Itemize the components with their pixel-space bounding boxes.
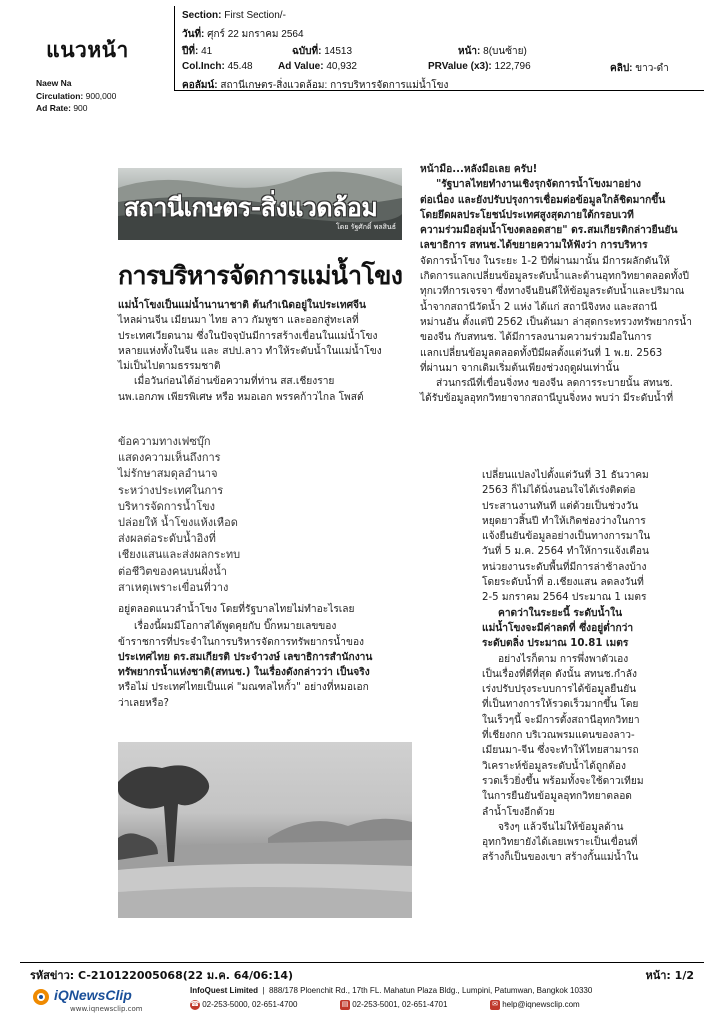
column-banner [118,168,402,240]
text-line: ประเทศเวียดนาม ซึ่งในปัจจุบันมีการสร้างเขื่อนในแม่น้ำโขง [118,330,378,342]
text-line: หยุดยาวสิ้นปี ทำให้เกิดช่องว่างในการ [482,515,646,527]
paragraph [482,468,708,606]
text-line: 2-5 มกราคม 2564 ประมาณ 1 เมตร [482,592,647,604]
text-line: ทุกเวทีการเจรจา ซึ่งทางจีนยินดีให้ข้อมูลระดับน้ำและปริมาณ [420,286,685,298]
text-line: 2563 ก็ไม่ได้นิ่งนอนใจได้เร่งติดต่อ [482,485,636,497]
column-info: คอลัมน์: สถานีเกษตร-สิ่งแวดล้อม: การบริหารจัดการแม่น้ำโขง [182,80,449,91]
text-line: สร้างก็เป็นของเขา สร้างกั้นแม่น้ำใน [482,852,639,864]
masthead-name: Naew Na [36,78,72,88]
text-line: ไม่เป็นไปตามธรรมชาติ [118,361,221,373]
text-line: หม่านอัน ตั้งแต่ปี 2562 เป็นต้นมา ล่าสุดกระทรวงทรัพยากรน้ำ [420,316,692,328]
text-line: หน่วยงานระดับพื้นที่มีการล่าช้าลงบ้าง [482,561,647,573]
pull-quote [118,434,268,596]
banner-title: สถานีเกษตร-สิ่งแวดล้อม [124,193,378,222]
email-icon: ✉ [490,1000,500,1010]
pull-line: แสดงความเห็นถึงการ [118,451,221,465]
text-line: วิเคราะห์ข้อมูลระดับน้ำได้ถูกต้อง [482,760,626,772]
iqnewsclip-brand: iQNewsClip [54,987,132,1003]
text-line: ทรัพยากรน้ำแห่งชาติ(สทนช.) ในเรื่องดังกล่าวว่า เป็นจริง [118,667,370,679]
text-line: ความร่วมมือลุ่มน้ำโขงตลอดสาย" ดร.สมเกียรติกล่าวยืนยัน [420,225,678,237]
text-line: ระดับตลิ่ง ประมาณ 10.81 เมตร [482,638,629,650]
newspaper-logo: แนวหน้า [46,38,129,62]
company-address: InfoQuest Limited | 888/178 Ploenchit Rd., 17th FL. Mahatun Plaza Bldg., Lumpini, Patumwan, Bangkok 10330 [190,986,593,995]
text-line: จัดการน้ำโขง ในระยะ 1-2 ปีที่ผ่านมานั้น มีการผลักดันให้ [420,255,670,267]
text-line: เรื่องนี้ผมมีโอกาสได้พูดคุยกับ บิ๊กหมายเลขของ [134,621,337,633]
text-line: ในการยืนยันข้อมูลอุทกวิทยาตลอด [482,791,632,803]
fax: ▤ 02-253-5001, 02-651-4701 [341,1000,448,1010]
text-line: จริงๆ แล้วจีนไม่ให้ข้อมูลด้าน [498,821,624,833]
ad-value-info: Ad Value: 40,932 [278,61,357,72]
phone-icon: ☎ [190,1001,200,1008]
paragraph [420,177,708,376]
text-line: หลายแห่งทั้งในจีน และ สปป.ลาว ทำให้ระดับน้ำในแม่น้ำโขง [118,345,382,357]
text-line: ไหลผ่านจีน เมียนมา ไทย ลาว กัมพูชา และออกสู่ทะเลที่ [118,315,359,327]
pull-line: ไม่รักษาสมดุลอำนาจ [118,467,218,481]
text-line: รวดเร็วยิ่งขึ้น พร้อมทั้งจะใช้ดาวเทียม [482,775,644,787]
text-line: ที่เป็นทางการให้รวดเร็วมากขึ้น โดย [482,699,639,711]
phone: ☎ 02-253-5000, 02-651-4700 [190,1000,298,1010]
text-line: แลกเปลี่ยนข้อมูลตลอดทั้งปีมีผลตั้งแต่วันที่ 1 พ.ย. 2563 [420,347,663,359]
text-line: ต่อเนื่อง และยังปรับปรุงการเชื่อมต่อข้อมูลใกล้ชิดมากขึ้น [420,194,666,206]
issue-info: ฉบับที่: 14513 [292,46,353,57]
river-photo [118,742,412,918]
text-line: โดยระดับน้ำที่ อ.เชียงแสน ลดลงวันที่ [482,577,644,589]
text-line: นพ.เอกภพ เพียรพิเศษ หรือ หมอเอก พรรคก้าวไกล โพสต์ [118,391,364,403]
paragraph [482,652,708,820]
paragraph [118,298,414,374]
text-line: ที่เชียงกก บริเวณพรมแดนของลาว- [482,730,635,742]
text-line: หน้ามือ...หลังมือเลย ครับ! [420,164,538,175]
text-line: อุทกวิทยายังได้เลยเพราะเป็นเขื่อนที่ [482,837,638,849]
text-line: วันที่ 5 ม.ค. 2564 ทำให้การแจ้งเตือน [482,546,649,558]
text-line: ที่ผ่านมา จากเดิมเริ่มต้นเพียงช่วงฤดูฝนเท่านั้น [420,362,620,374]
paragraph [118,619,414,711]
text-line: ว่าเลยหรือ? [118,697,169,709]
text-line: เลขาธิการ สทนช.ได้ขยายความให้ฟังว่า การบริหาร [420,240,648,252]
section-info: Section: First Section/- [182,10,286,21]
paragraph [118,602,414,617]
text-line: ประสานงานทันที แต่ด้วยเป็นช่วงวัน [482,500,639,512]
banner-author: โดย รัฐศักดิ์ พลสินธ์ [336,223,396,231]
text-line: ลำน้ำโขงอีกด้วย [482,806,555,818]
email: ✉ help@iqnewsclip.com [490,1000,580,1010]
text-line: เมียนมา-จีน ซึ่งจะทำให้ไทยสามารถ [482,745,639,757]
text-line: เกิดการแลกเปลี่ยนข้อมูลระดับน้ำและด้านอุทกวิทยาตลอดทั้งปี [420,271,689,283]
text-line: เปลี่ยนแปลงไปตั้งแต่วันที่ 31 ธันวาคม [482,470,649,481]
text-line: ของจีน กับสทนช. ได้มีการลงนามความร่วมมือในการ [420,332,652,344]
pull-line: สาเหตุเพราะเขื่อนที่วาง [118,580,229,594]
text-line: คาดว่าในระยะนี้ ระดับน้ำใน [498,607,623,619]
page-info: หน้า: 8(บนซ้าย) [458,46,527,57]
pull-line: ข้อความทางเฟซบุ๊ก [118,435,211,448]
news-code: รหัสข่าว: C-210122005068(22 ม.ค. 64/06:14) [30,969,294,982]
footer-rule [20,962,704,963]
paragraph [482,820,708,866]
text-line: หรือไม่ ประเทศไทยเป็นแค่ "มณฑลไหกั้ว" อย่างที่หมอเอก [118,682,369,694]
ad-rate: Ad Rate: 900 [36,103,88,113]
pull-line: ปล่อยให้ น้ำโขงแห้งเหือด [118,516,238,530]
text-line: ข้าราชการที่ประจำในการบริหารจัดการทรัพยากรน้ำของ [118,636,365,648]
text-line: "รัฐบาลไทยทำงานเชิงรุกจัดการน้ำโขงมาอย่าง [436,179,642,191]
date-info: วันที่: ศุกร์ 22 มกราคม 2564 [182,29,304,40]
paragraph [482,606,708,652]
text-line: ส่วนกรณีที่เขื่อนจิ่งหง ของจีน ลดการระบายนั้น สทนช. [436,378,673,390]
pull-line: เชียงแสนและส่งผลกระทบ [118,548,241,562]
text-line: อย่างไรก็ตาม การพึ่งพาตัวเอง [498,653,629,665]
year-info: ปีที่: 41 [182,46,213,57]
col-inch-info: Col.Inch: 45.48 [182,61,253,72]
text-line: น้ำจากสถานีวัดน้ำ 2 แห่ง ได้แก่ สถานีจิงหง และสถานี [420,301,658,313]
header-divider [174,6,175,90]
circulation: Circulation: 900,000 [36,91,117,101]
text-line: ในเร็วๆนี้ จะมีการตั้งสถานีอุทกวิทยา [482,714,640,726]
text-line: เป็นเรื่องที่ดีที่สุด ดังนั้น สทนช.กำลัง [482,668,637,680]
text-line: ได้รับข้อมูลอุทกวิทยาจากสถานีบูนจิ่งหง พบว่า มีระดับน้ำที่ [420,393,674,405]
text-line: โดยยึดผลประโยชน์ประเทศสูงสุดภายใต้กรอบเวที [420,209,634,221]
article-headline: การบริหารจัดการแม่น้ำโขง [118,261,403,290]
text-line: แม่น้ำโขงเป็นแม่น้ำนานาชาติ ต้นกำเนิดอยู่ในประเทศจีน [118,300,366,311]
text-line: เร่งปรับปรุงระบบการได้ข้อมูลยืนยัน [482,684,637,696]
text-line: ประเทศไทย ดร.สมเกียรติ ประจำวงษ์ เลขาธิการสำนักงาน [118,651,373,663]
paragraph [420,162,708,177]
fax-icon: ▤ [341,1001,349,1008]
paragraph [420,376,708,407]
pull-line: บริหารจัดการน้ำโขง [118,499,216,513]
text-line: แจ้งยืนยันข้อมูลอย่างเป็นทางการมาใน [482,531,651,543]
iqnewsclip-logo-icon [32,988,50,1006]
left-column-bottom [118,602,414,711]
pull-line: ต่อชีวิตของคนบนฝั่งน้ำ [118,564,227,578]
text-line: แม่น้ำโขงจะมีค่าลดที่ ซึ่งอยู่ต่ำกว่า [482,622,634,634]
footer-page-number: หน้า: 1/2 [645,969,694,982]
text-line: อยู่ตลอดแนวลำน้ำโขง โดยที่รัฐบาลไทยไม่ทำอะไรเลย [118,604,355,615]
text-line: เมื่อวันก่อนได้อ่านข้อความที่ท่าน สส.เชียงราย [134,376,335,388]
pull-line: ส่งผลต่อระดับน้ำอิงที่ [118,532,216,546]
paragraph [118,374,414,405]
left-column-top [118,298,414,405]
pr-value-info: PRValue (x3): 122,796 [428,61,531,72]
right-column-bottom [482,468,708,866]
right-column-top [420,162,708,407]
river-photo-image [118,742,412,918]
pull-line: ระหว่างประเทศในการ [118,483,224,497]
clip-info: คลิป: ขาว-ดำ [610,63,669,74]
iqnewsclip-url: www.iqnewsclip.com [70,1005,143,1013]
